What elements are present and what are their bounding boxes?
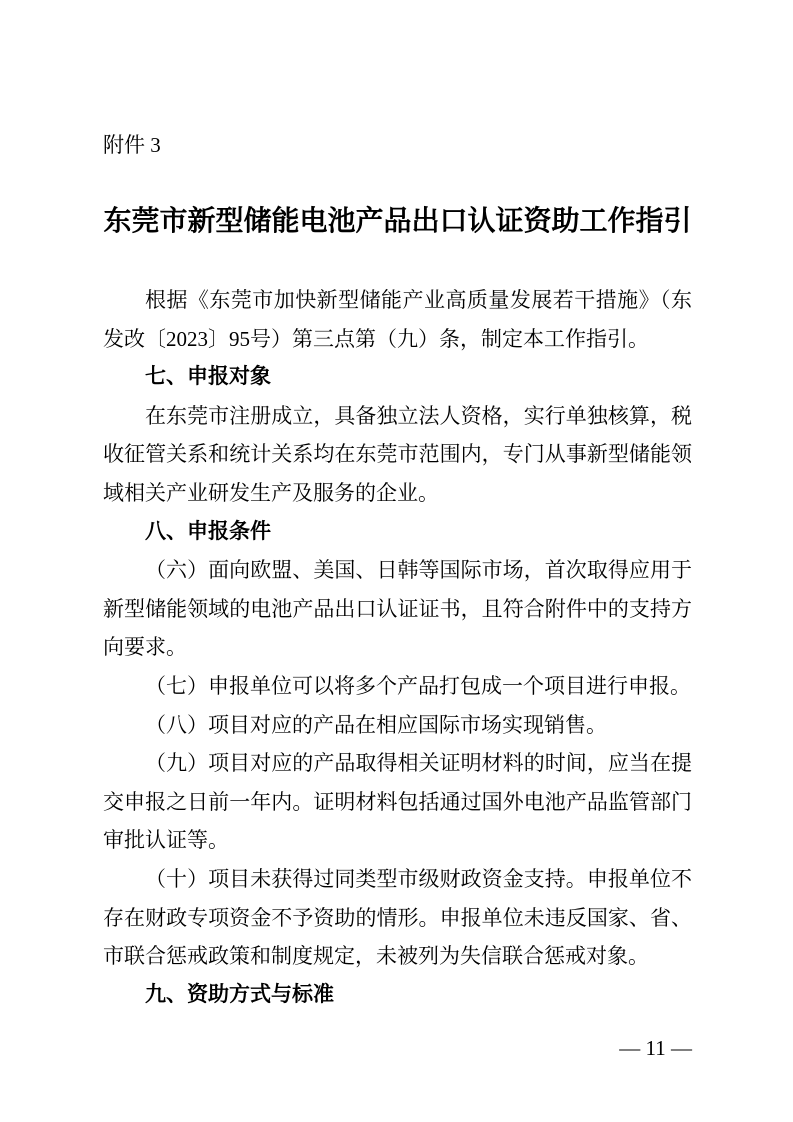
section-heading-application-conditions: 八、申报条件 — [145, 519, 271, 543]
paragraph-condition-6: （六）面向欧盟、美国、日韩等国际市场，首次取得应用于新型储能领域的电池产品出口认证证书，且符合附件中的支持方向要求。 — [103, 558, 692, 660]
paragraph-condition-10: （十）项目未获得过同类型市级财政资金支持。申报单位不存在财政专项资金不予资助的情形。申报单位未违反国家、省、市联合惩戒政策和制度规定，未被列为失信联合惩戒对象。 — [103, 866, 692, 969]
attachment-label: 附件 3 — [103, 133, 161, 157]
document-body — [103, 281, 692, 1014]
paragraph-basis: 根据《东莞市加快新型储能产业高质量发展若干措施》（东发改〔2023〕95号）第三点第（九）条，制定本工作指引。 — [103, 288, 692, 351]
paragraph-application-target: 在东莞市注册成立，具备独立法人资格，实行单独核算，税收征管关系和统计关系均在东莞市范围内，专门从事新型储能领域相关产业研发生产及服务的企业。 — [103, 403, 692, 505]
document-content — [103, 133, 692, 1014]
section-heading-subsidy-method: 九、资助方式与标准 — [145, 982, 334, 1006]
paragraph-condition-8: （八）项目对应的产品在相应国际市场实现销售。 — [145, 712, 607, 737]
page-number: — 11 — — [619, 1036, 692, 1060]
paragraph-condition-9: （九）项目对应的产品取得相关证明材料的时间，应当在提交申报之日前一年内。证明材料包括通过国外电池产品监管部门审批认证等。 — [103, 751, 692, 853]
section-heading-application-target: 七、申报对象 — [145, 365, 271, 389]
document-title: 东莞市新型储能电池产品出口认证资助工作指引 — [103, 206, 692, 237]
paragraph-condition-7: （七）申报单位可以将多个产品打包成一个项目进行申报。 — [145, 673, 691, 698]
